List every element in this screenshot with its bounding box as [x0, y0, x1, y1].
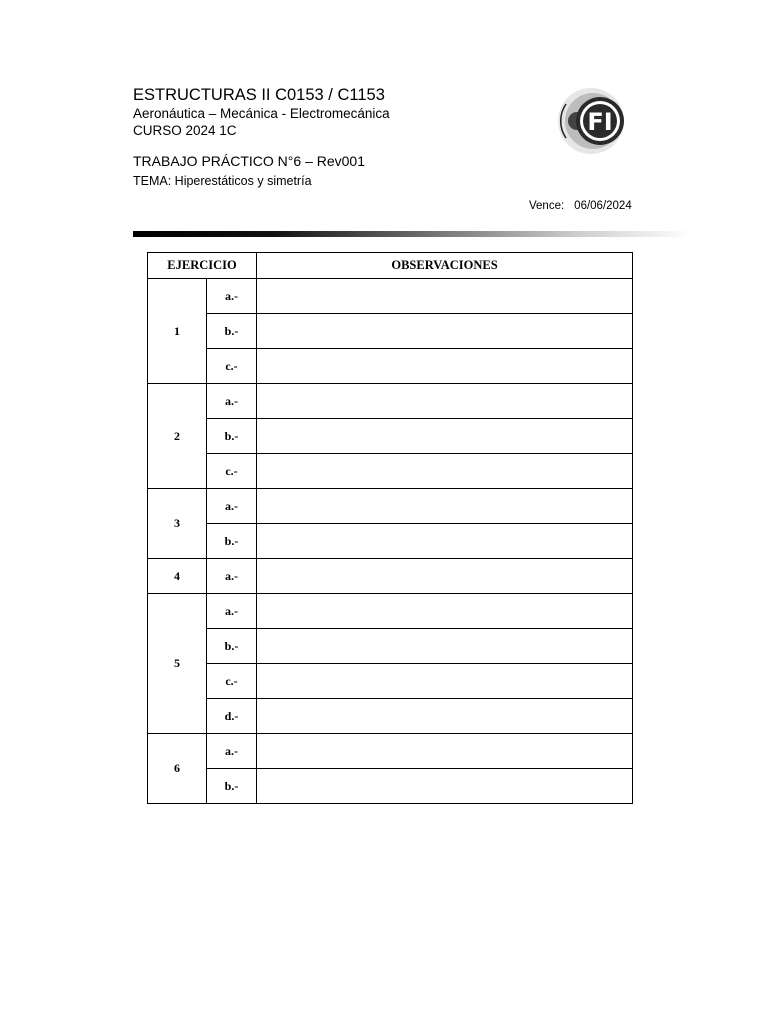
- header-divider-bar: [133, 231, 693, 237]
- observations-table: [147, 252, 633, 804]
- table-row: [148, 594, 633, 629]
- exercise-part-label: c.-: [207, 349, 257, 384]
- exercise-part-label: a.-: [207, 594, 257, 629]
- observation-cell[interactable]: [257, 769, 633, 804]
- exercise-number: 3: [148, 489, 207, 559]
- col-observaciones-header: OBSERVACIONES: [257, 253, 633, 279]
- table-row: [148, 629, 633, 664]
- exercise-part-label: a.-: [207, 489, 257, 524]
- observation-cell[interactable]: [257, 699, 633, 734]
- table-row: [148, 454, 633, 489]
- table-row: [148, 559, 633, 594]
- exercise-part-label: a.-: [207, 734, 257, 769]
- observation-cell[interactable]: [257, 664, 633, 699]
- table-row: [148, 279, 633, 314]
- exercise-number: 4: [148, 559, 207, 594]
- observation-cell[interactable]: [257, 524, 633, 559]
- table-row: [148, 664, 633, 699]
- observation-cell[interactable]: [257, 279, 633, 314]
- table-row: [148, 349, 633, 384]
- observation-cell[interactable]: [257, 419, 633, 454]
- table-header-row: [148, 253, 633, 279]
- exercise-part-label: b.-: [207, 524, 257, 559]
- exercise-number: 5: [148, 594, 207, 734]
- due-label: Vence:: [529, 200, 565, 212]
- exercise-part-label: a.-: [207, 559, 257, 594]
- exercise-part-label: b.-: [207, 314, 257, 349]
- careers-line: Aeronáutica – Mecánica - Electromecánica: [133, 106, 390, 121]
- exercise-part-label: a.-: [207, 279, 257, 314]
- course-title: ESTRUCTURAS II C0153 / C1153: [133, 86, 385, 104]
- table-row: [148, 524, 633, 559]
- assignment-topic: TEMA: Hiperestáticos y simetría: [133, 174, 312, 188]
- exercise-number: 1: [148, 279, 207, 384]
- exercise-part-label: c.-: [207, 454, 257, 489]
- table-row: [148, 384, 633, 419]
- observation-cell[interactable]: [257, 734, 633, 769]
- table-row: [148, 419, 633, 454]
- exercise-part-label: b.-: [207, 629, 257, 664]
- observation-cell[interactable]: [257, 559, 633, 594]
- table-row: [148, 734, 633, 769]
- exercise-part-label: b.-: [207, 769, 257, 804]
- assignment-title: TRABAJO PRÁCTICO N°6 – Rev001: [133, 153, 365, 169]
- observation-cell[interactable]: [257, 489, 633, 524]
- exercise-part-label: d.-: [207, 699, 257, 734]
- observation-cell[interactable]: [257, 594, 633, 629]
- col-ejercicio-header: EJERCICIO: [148, 253, 257, 279]
- exercise-part-label: c.-: [207, 664, 257, 699]
- exercise-number: 2: [148, 384, 207, 489]
- due-date-line: [529, 200, 632, 212]
- observation-cell[interactable]: [257, 629, 633, 664]
- exercise-part-label: a.-: [207, 384, 257, 419]
- due-date: 06/06/2024: [574, 200, 632, 212]
- exercise-number: 6: [148, 734, 207, 804]
- logo-letters: FI: [587, 108, 613, 136]
- course-line: CURSO 2024 1C: [133, 123, 237, 138]
- observation-cell[interactable]: [257, 454, 633, 489]
- exercise-part-label: b.-: [207, 419, 257, 454]
- observation-cell[interactable]: [257, 349, 633, 384]
- table-row: [148, 489, 633, 524]
- fi-unlp-logo-icon: [556, 86, 626, 156]
- table-row: [148, 314, 633, 349]
- observation-cell[interactable]: [257, 384, 633, 419]
- table-row: [148, 769, 633, 804]
- table-row: [148, 699, 633, 734]
- observation-cell[interactable]: [257, 314, 633, 349]
